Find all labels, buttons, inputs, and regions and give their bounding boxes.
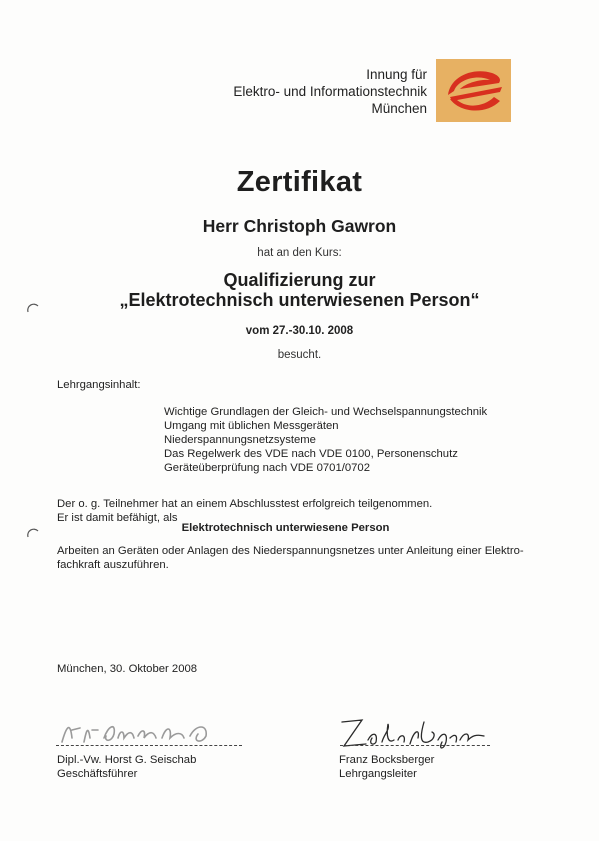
content-label: Lehrgangsinhalt: [57,379,141,391]
signature-seischab [58,708,218,748]
signatory-role: Geschäftsführer [57,768,138,780]
organization-name [233,66,427,117]
e-logo-icon [436,59,511,122]
signature-bocksberger [338,712,488,754]
certificate-title: Zertifikat [236,166,363,198]
signatory-seischab [57,753,196,781]
content-item: Niederspannungsnetzsysteme [164,434,316,446]
content-list [164,405,487,475]
visited-text: besucht. [277,349,322,361]
content-item: Geräteüberprüfung nach VDE 0701/0702 [164,462,371,474]
content-item: Das Regelwerk des VDE nach VDE 0100, Personenschutz [164,448,458,460]
signatory-name: Dipl.-Vw. Horst G. Seischab [57,754,197,766]
result-line-1: Der o. g. Teilnehmer hat an einem Abschlusstest erfolgreich teilgenommen. [57,498,433,510]
signatory-name: Franz Bocksberger [339,754,435,766]
org-line-2: Elektro- und Informationstechnik [233,84,427,99]
qualified-role: Elektrotechnisch unterwiesene Person [181,522,390,534]
recipient-name: Herr Christoph Gawron [202,216,397,236]
signatory-role: Lehrgangsleiter [339,768,417,780]
place-date: München, 30. Oktober 2008 [57,663,198,675]
content-item: Umgang mit üblichen Messgeräten [164,420,339,432]
result-line-2: Er ist damit befähigt, als [57,512,178,524]
signature-line [340,745,490,746]
org-line-1: Innung für [366,67,427,82]
course-date: vom 27.-30.10. 2008 [245,325,354,337]
signatory-bocksberger [339,753,434,781]
work-scope: Arbeiten an Geräten oder Anlagen des Niederspannungsnetzes unter Anleitung einer Elektro-fachkraft auszuführen. [57,545,524,571]
signature-line [56,745,242,746]
org-line-3: München [371,101,427,116]
course-title-line-2: „Elektrotechnisch unterwiesenen Person“ [119,290,480,310]
intro-text: hat an den Kurs: [257,247,342,259]
course-title-line-1: Qualifizierung zur [223,270,376,290]
content-item: Wichtige Grundlagen der Gleich- und Wechselspannungstechnik [164,406,488,418]
